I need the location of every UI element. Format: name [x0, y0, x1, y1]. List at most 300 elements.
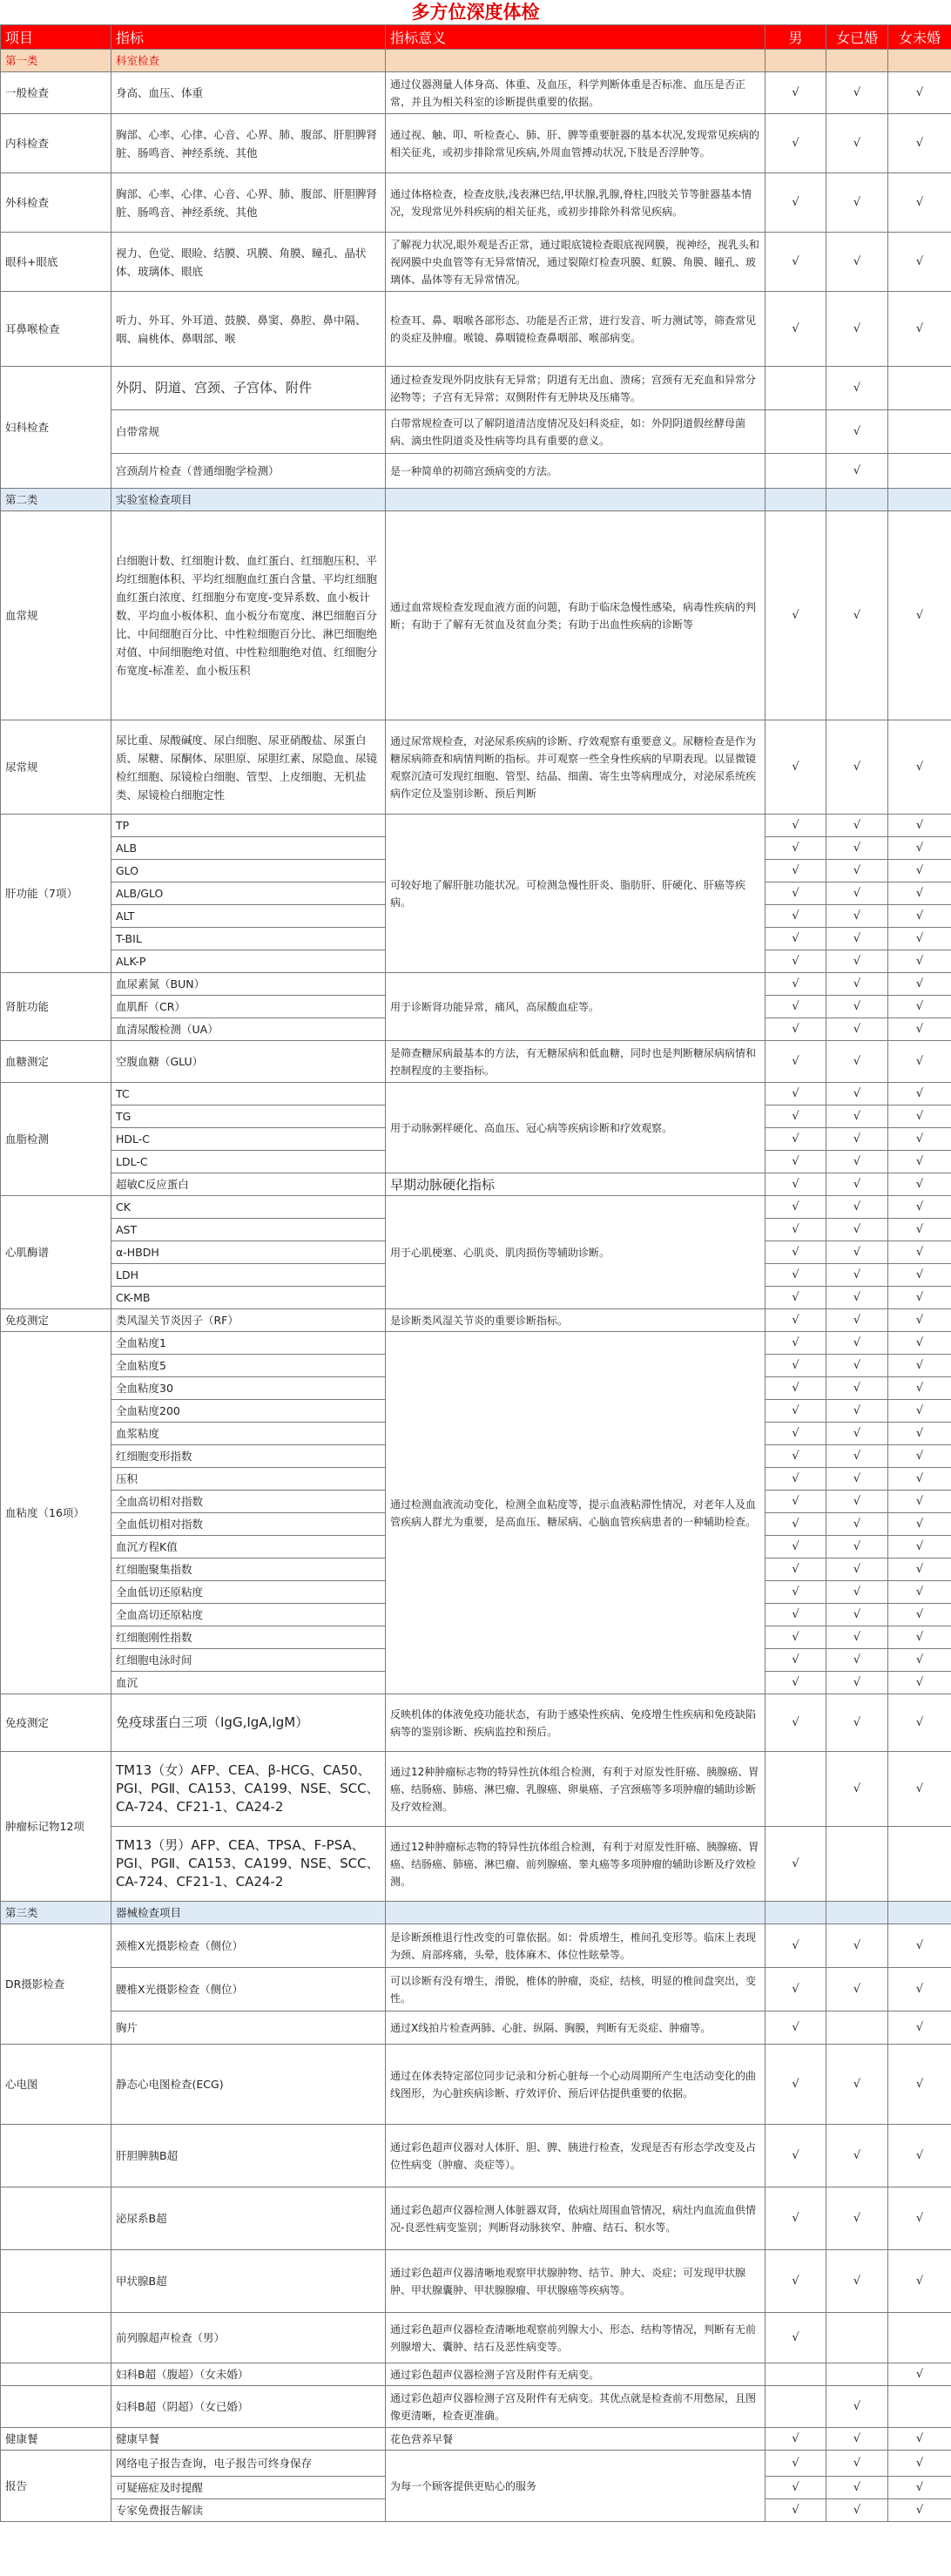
check-female-unmarried: √: [888, 2477, 951, 2499]
meaning-cell: 通过彩色超声仪器对人体肝、胆、脾、胰进行检查，发现是否有形态学改变及占位性病变（肿瘤、炎症等）。: [386, 2125, 766, 2187]
check-female-unmarried: [888, 367, 951, 410]
check-female-married: √: [826, 1355, 888, 1377]
header-male: 男: [766, 25, 826, 50]
check-female-married: √: [826, 2451, 888, 2477]
category-cell: [1, 2363, 111, 2386]
check-male: √: [766, 1513, 826, 1536]
check-male: √: [766, 1423, 826, 1445]
item-cell: CK-MB: [111, 1287, 386, 1309]
check-female-married: √: [826, 1219, 888, 1241]
check-female-unmarried: √: [888, 72, 951, 114]
check-female-unmarried: √: [888, 2187, 951, 2250]
check-male: √: [766, 1287, 826, 1309]
meaning-cell: 可以诊断有没有增生，滑脱，椎体的肿瘤，炎症，结核，明显的椎间盘突出，变性。: [386, 1968, 766, 2011]
check-female-married: [826, 2313, 888, 2363]
section-empty-cell: [766, 489, 826, 511]
check-female-married: √: [826, 1105, 888, 1128]
check-female-married: √: [826, 292, 888, 367]
check-female-unmarried: √: [888, 292, 951, 367]
category-cell: [1, 2250, 111, 2313]
meaning-cell: 通过彩色超声仪器检测子宫及附件有无病变。其优点就是检查前不用憋尿，且图像更清晰，检查更准确。: [386, 2386, 766, 2428]
meaning-cell: 通过12种肿瘤标志物的特异性抗体组合检测，有利于对原发性肝癌、胰腺癌、胃癌、结肠癌、肺癌、淋巴瘤、乳腺癌、卵巢癌、子宫颈癌等多项肿瘤的辅助诊断及疗效检测。: [386, 1752, 766, 1827]
check-male: √: [766, 1672, 826, 1694]
check-male: √: [766, 1604, 826, 1626]
table-row: [1, 1041, 951, 1083]
section-name: 第一类: [1, 50, 111, 72]
table-row: [1, 114, 951, 173]
item-cell: 全血粘度30: [111, 1377, 386, 1400]
check-male: √: [766, 905, 826, 928]
check-female-married: √: [826, 2187, 888, 2250]
check-female-unmarried: √: [888, 2363, 951, 2386]
item-cell: TM13（女）AFP、CEA、β-HCG、CA50、PGⅠ、PGⅡ、CA153、CA199、NSE、SCC、CA-724、CF21-1、CA24-2: [111, 1752, 386, 1827]
table-row: [1, 1694, 951, 1752]
check-female-married: √: [826, 2386, 888, 2428]
item-cell: 静态心电图检查(ECG): [111, 2045, 386, 2125]
check-male: √: [766, 815, 826, 837]
item-cell: 血肌酐（CR）: [111, 996, 386, 1018]
table-row: [1, 292, 951, 367]
check-female-unmarried: √: [888, 1924, 951, 1968]
check-female-unmarried: √: [888, 1423, 951, 1445]
category-cell: 肾脏功能: [1, 973, 111, 1041]
check-male: √: [766, 1018, 826, 1041]
check-female-married: √: [826, 973, 888, 996]
category-cell: 肿瘤标记物12项: [1, 1752, 111, 1902]
item-cell: 颈椎X光摄影检查（侧位）: [111, 1924, 386, 1968]
table-body: [1, 50, 951, 2522]
table-row: [1, 2250, 951, 2313]
check-female-unmarried: [888, 1827, 951, 1902]
meaning-cell: 检查耳、鼻、咽喉各部形态、功能是否正常，进行发音、听力测试等，筛查常见的炎症及肿瘤。喉镜、鼻咽镜检查鼻咽部、喉部病变。: [386, 292, 766, 367]
check-male: √: [766, 1241, 826, 1264]
check-male: √: [766, 2187, 826, 2250]
check-female-married: √: [826, 815, 888, 837]
item-cell: 妇科B超（阴超）（女已婚）: [111, 2386, 386, 2428]
category-cell: 眼科+眼底: [1, 233, 111, 292]
check-female-married: √: [826, 928, 888, 950]
check-female-married: √: [826, 367, 888, 410]
check-female-unmarried: √: [888, 1626, 951, 1649]
check-female-unmarried: √: [888, 1219, 951, 1241]
check-female-married: √: [826, 1752, 888, 1827]
item-cell: T-BIL: [111, 928, 386, 950]
check-female-married: √: [826, 860, 888, 882]
check-female-unmarried: [888, 2386, 951, 2428]
item-cell: 网络电子报告查询，电子报告可终身保存: [111, 2451, 386, 2477]
check-female-married: √: [826, 173, 888, 233]
section-empty-cell: [766, 50, 826, 72]
section-empty-cell: [826, 50, 888, 72]
check-female-unmarried: √: [888, 1400, 951, 1423]
category-cell: 血常规: [1, 511, 111, 720]
check-female-married: √: [826, 1151, 888, 1173]
check-female-married: √: [826, 1536, 888, 1558]
category-cell: 心肌酶谱: [1, 1196, 111, 1309]
check-female-unmarried: √: [888, 1173, 951, 1196]
check-female-married: √: [826, 1041, 888, 1083]
meaning-cell: 早期动脉硬化指标: [386, 1173, 766, 1196]
check-female-unmarried: √: [888, 928, 951, 950]
item-cell: 外阴、阴道、宫颈、子宫体、附件: [111, 367, 386, 410]
check-female-unmarried: √: [888, 1287, 951, 1309]
category-cell: 免疫测定: [1, 1694, 111, 1752]
table-row: [1, 2451, 951, 2477]
check-female-unmarried: √: [888, 996, 951, 1018]
meaning-cell: 通过在体表特定部位同步记录和分析心脏每一个心动周期所产生电活动变化的曲线图形，为心脏疾病诊断、疗效评价、预后评估提供重要的依据。: [386, 2045, 766, 2125]
category-cell: 耳鼻喉检查: [1, 292, 111, 367]
check-male: √: [766, 292, 826, 367]
meaning-cell: 是诊断颈椎退行性改变的可靠依据。如：骨质增生，椎间孔变形等。临床上表现为颈、肩部疼痛，头晕，肢体麻木、体位性眩晕等。: [386, 1924, 766, 1968]
check-female-married: √: [826, 1287, 888, 1309]
check-female-married: [826, 1827, 888, 1902]
check-male: √: [766, 860, 826, 882]
check-female-married: √: [826, 2499, 888, 2522]
check-male: √: [766, 173, 826, 233]
table-row: [1, 1827, 951, 1902]
section-name: 第三类: [1, 1902, 111, 1924]
category-cell: 内科检查: [1, 114, 111, 173]
meaning-cell: 通过12种肿瘤标志物的特异性抗体组合检测，有利于对原发性肝癌、胰腺癌、胃癌、结肠癌、肺癌、淋巴瘤、前列腺癌、睾丸癌等多项肿瘤的辅助诊断及疗效检测。: [386, 1827, 766, 1902]
table-row: [1, 2386, 951, 2428]
item-cell: AST: [111, 1219, 386, 1241]
check-female-married: √: [826, 882, 888, 905]
meaning-cell: 通过血常规检查发现血液方面的问题，有助于临床急慢性感染，病毒性疾病的判断；有助于了解有无贫血及贫血分类；有助于出血性疾病的诊断等: [386, 511, 766, 720]
check-female-unmarried: √: [888, 1332, 951, 1355]
meaning-cell: 花色营养早餐: [386, 2428, 766, 2451]
check-female-unmarried: √: [888, 1491, 951, 1513]
check-female-unmarried: [888, 2313, 951, 2363]
check-female-married: √: [826, 1468, 888, 1491]
category-cell: 一般检查: [1, 72, 111, 114]
item-cell: 胸部、心率、心律、心音、心界、肺、腹部、肝胆脾肾脏、肠鸣音、神经系统、其他: [111, 173, 386, 233]
check-female-married: √: [826, 1924, 888, 1968]
section-empty-cell: [386, 50, 766, 72]
meaning-cell: 是筛查糖尿病最基本的方法，有无糖尿病和低血糖，同时也是判断糖尿病病情和控制程度的主要指标。: [386, 1041, 766, 1083]
item-cell: 血沉方程K值: [111, 1536, 386, 1558]
item-cell: 压积: [111, 1468, 386, 1491]
item-cell: 空腹血糖（GLU）: [111, 1041, 386, 1083]
meaning-cell: 是一种简单的初筛宫颈病变的方法。: [386, 454, 766, 489]
item-cell: 红细胞聚集指数: [111, 1558, 386, 1581]
check-male: √: [766, 1264, 826, 1287]
check-male: √: [766, 1581, 826, 1604]
item-cell: 白细胞计数、红细胞计数、血红蛋白、红细胞压积、平均红细胞体积、平均红细胞血红蛋白含量、平均红细胞血红蛋白浓度、红细胞分布宽度-变异系数、血小板计数、平均血小板体积、血小板分布宽度、淋巴细胞百分比、中间细胞百分比、中性粒细胞百分比、淋巴细胞绝对值、中间细胞绝对值、中性粒细胞绝对值、红细胞分布宽度-标准差、血小板压积: [111, 511, 386, 720]
check-female-married: √: [826, 2250, 888, 2313]
header-female-unmarried: 女未婚: [888, 25, 951, 50]
item-cell: 全血粘度1: [111, 1332, 386, 1355]
meaning-cell: 了解视力状况,眼外观是否正常，通过眼底镜检查眼底视网膜，视神经，视乳头和视网膜中央血管等有无异常情况，通过裂隙灯检查巩膜、虹膜、角膜、瞳孔、玻璃体、晶体等有无异常情况。: [386, 233, 766, 292]
check-male: √: [766, 720, 826, 815]
check-male: [766, 1752, 826, 1827]
check-male: √: [766, 882, 826, 905]
category-cell: 心电图: [1, 2045, 111, 2125]
check-female-unmarried: √: [888, 1968, 951, 2011]
check-male: √: [766, 996, 826, 1018]
check-female-married: √: [826, 233, 888, 292]
table-row: [1, 2045, 951, 2125]
check-female-unmarried: √: [888, 973, 951, 996]
meaning-cell: 反映机体的体液免疫功能状态，有助于感染性疾病、免疫增生性疾病和免疫缺陷病等的鉴别诊断、疾病监控和预后。: [386, 1694, 766, 1752]
meaning-cell: 通过X线拍片检查两肺、心脏、纵隔、胸膜，判断有无炎症、肿瘤等。: [386, 2011, 766, 2045]
check-male: √: [766, 973, 826, 996]
item-cell: 血沉: [111, 1672, 386, 1694]
check-male: [766, 454, 826, 489]
item-cell: CK: [111, 1196, 386, 1219]
table-row: [1, 2011, 951, 2045]
check-male: √: [766, 1694, 826, 1752]
check-female-married: √: [826, 1264, 888, 1287]
check-female-unmarried: √: [888, 2499, 951, 2522]
meaning-cell: 通过彩色超声仪器检查清晰地观察前列腺大小、形态、结构等情况，判断有无前列腺增大、囊肿、结石及恶性病变等。: [386, 2313, 766, 2363]
check-male: √: [766, 1827, 826, 1902]
check-female-married: √: [826, 1445, 888, 1468]
check-male: √: [766, 1377, 826, 1400]
check-male: √: [766, 1491, 826, 1513]
section-subtitle: 器械检查项目: [111, 1902, 386, 1924]
check-male: [766, 410, 826, 454]
header-row: [1, 25, 951, 50]
category-cell: [1, 2125, 111, 2187]
section-empty-cell: [386, 1902, 766, 1924]
check-female-unmarried: √: [888, 905, 951, 928]
check-female-married: √: [826, 1491, 888, 1513]
item-cell: 宫颈刮片检查（普通细胞学检测）: [111, 454, 386, 489]
section-empty-cell: [826, 1902, 888, 1924]
check-male: √: [766, 950, 826, 973]
check-female-unmarried: √: [888, 233, 951, 292]
check-female-married: √: [826, 410, 888, 454]
check-female-married: √: [826, 1196, 888, 1219]
table-row: [1, 233, 951, 292]
check-male: √: [766, 2125, 826, 2187]
category-cell: 外科检查: [1, 173, 111, 233]
check-male: √: [766, 1309, 826, 1332]
item-cell: 专家免费报告解读: [111, 2499, 386, 2522]
meaning-cell: 是诊断类风湿关节炎的重要诊断指标。: [386, 1309, 766, 1332]
table-row: [1, 72, 951, 114]
section-empty-cell: [888, 1902, 951, 1924]
table-row: [1, 973, 951, 996]
check-male: √: [766, 1041, 826, 1083]
check-male: √: [766, 1219, 826, 1241]
check-female-married: √: [826, 2045, 888, 2125]
item-cell: 听力、外耳、外耳道、鼓膜、鼻窦、鼻腔、鼻中隔、咽、扁桃体、鼻咽部、喉: [111, 292, 386, 367]
table-row: [1, 410, 951, 454]
check-male: √: [766, 1128, 826, 1151]
item-cell: 妇科B超（腹超）（女未婚）: [111, 2363, 386, 2386]
check-female-unmarried: √: [888, 1445, 951, 1468]
check-female-married: √: [826, 1377, 888, 1400]
header-meaning: 指标意义: [386, 25, 766, 50]
section-empty-cell: [386, 489, 766, 511]
check-female-married: √: [826, 1332, 888, 1355]
check-female-married: √: [826, 1694, 888, 1752]
item-cell: 甲状腺B超: [111, 2250, 386, 2313]
check-female-unmarried: √: [888, 860, 951, 882]
page-title: 多方位深度体检: [411, 1, 540, 23]
check-female-unmarried: √: [888, 1105, 951, 1128]
section-subtitle: 实验室检查项目: [111, 489, 386, 511]
check-female-married: √: [826, 1968, 888, 2011]
check-female-unmarried: √: [888, 1649, 951, 1672]
item-cell: TP: [111, 815, 386, 837]
check-female-married: √: [826, 72, 888, 114]
item-cell: LDL-C: [111, 1151, 386, 1173]
check-female-unmarried: √: [888, 2250, 951, 2313]
meaning-cell: 用于动脉粥样硬化、高血压、冠心病等疾病诊断和疗效观察。: [386, 1083, 766, 1173]
meaning-cell: 通过视、触、叩、听检查心、肺、肝、脾等重要脏器的基本状况,发现常见疾病的相关征兆，或初步排除常见疾病,外周血管搏动状况,下肢是否浮肿等。: [386, 114, 766, 173]
meaning-cell: 通过彩色超声仪器检测人体脏器双肾，依病灶周围血管情况，病灶内血流血供情况-良恶性病变鉴别；判断肾动脉狭窄、肿瘤、结石、积水等。: [386, 2187, 766, 2250]
check-female-married: √: [826, 1128, 888, 1151]
category-cell: 血糖测定: [1, 1041, 111, 1083]
check-female-married: √: [826, 114, 888, 173]
check-male: √: [766, 1468, 826, 1491]
category-cell: 妇科检查: [1, 367, 111, 489]
check-female-married: [826, 2363, 888, 2386]
check-male: √: [766, 1536, 826, 1558]
item-cell: ALT: [111, 905, 386, 928]
item-cell: 腰椎X光摄影检查（侧位）: [111, 1968, 386, 2011]
item-cell: 血清尿酸检测（UA）: [111, 1018, 386, 1041]
meaning-cell: 可较好地了解肝脏功能状况。可检测急慢性肝炎、脂肪肝、肝硬化、肝癌等疾病。: [386, 815, 766, 973]
check-female-unmarried: √: [888, 2451, 951, 2477]
category-cell: DR摄影检查: [1, 1924, 111, 2045]
check-female-married: √: [826, 1018, 888, 1041]
check-female-unmarried: √: [888, 2428, 951, 2451]
item-cell: 全血低切相对指数: [111, 1513, 386, 1536]
item-cell: 视力、色觉、眼睑、结膜、巩膜、角膜、瞳孔、晶状体、玻璃体、眼底: [111, 233, 386, 292]
check-male: √: [766, 114, 826, 173]
check-male: √: [766, 1968, 826, 2011]
check-male: √: [766, 1445, 826, 1468]
table-row: [1, 2313, 951, 2363]
check-female-unmarried: √: [888, 1377, 951, 1400]
check-female-unmarried: √: [888, 1558, 951, 1581]
table-row: [1, 1924, 951, 1968]
item-cell: 泌尿系B超: [111, 2187, 386, 2250]
item-cell: TC: [111, 1083, 386, 1105]
check-male: √: [766, 2428, 826, 2451]
category-cell: [1, 2386, 111, 2428]
check-male: √: [766, 2045, 826, 2125]
item-cell: 胸片: [111, 2011, 386, 2045]
check-female-married: √: [826, 1558, 888, 1581]
check-male: [766, 367, 826, 410]
meaning-cell: 通过彩色超声仪器检测子宫及附件有无病变。: [386, 2363, 766, 2386]
item-cell: 健康早餐: [111, 2428, 386, 2451]
check-female-unmarried: √: [888, 815, 951, 837]
item-cell: ALB/GLO: [111, 882, 386, 905]
check-female-unmarried: √: [888, 511, 951, 720]
item-cell: 全血高切相对指数: [111, 1491, 386, 1513]
item-cell: 全血粘度5: [111, 1355, 386, 1377]
check-male: √: [766, 2313, 826, 2363]
meaning-cell: 用于心肌梗塞、心肌炎、肌肉损伤等辅助诊断。: [386, 1196, 766, 1309]
check-female-unmarried: √: [888, 1196, 951, 1219]
item-cell: 肝胆脾胰B超: [111, 2125, 386, 2187]
check-female-unmarried: [888, 454, 951, 489]
category-cell: [1, 2187, 111, 2250]
check-female-married: √: [826, 720, 888, 815]
item-cell: 前列腺超声检查（男）: [111, 2313, 386, 2363]
item-cell: 免疫球蛋白三项（IgG,IgA,IgM）: [111, 1694, 386, 1752]
check-female-married: √: [826, 905, 888, 928]
item-cell: 尿比重、尿酸碱度、尿白细胞、尿亚硝酸盐、尿蛋白质、尿糖、尿酮体、尿胆原、尿胆红素、尿隐血、尿镜检红细胞、尿镜检白细胞、管型、上皮细胞、无机盐类、尿镜检白细胞定性: [111, 720, 386, 815]
check-male: √: [766, 233, 826, 292]
check-female-married: √: [826, 1241, 888, 1264]
section-empty-cell: [888, 50, 951, 72]
item-cell: 身高、血压、体重: [111, 72, 386, 114]
table-row: [1, 815, 951, 837]
item-cell: 胸部、心率、心律、心音、心界、肺、腹部、肝胆脾肾脏、肠鸣音、神经系统、其他: [111, 114, 386, 173]
item-cell: GLO: [111, 860, 386, 882]
check-female-married: √: [826, 511, 888, 720]
check-male: √: [766, 1355, 826, 1377]
check-male: [766, 2363, 826, 2386]
check-female-unmarried: √: [888, 1581, 951, 1604]
table-row: [1, 1752, 951, 1827]
check-female-married: √: [826, 1083, 888, 1105]
header-category: 项目: [1, 25, 111, 50]
check-male: √: [766, 72, 826, 114]
meaning-cell: 用于诊断肾功能异常，痛风，高尿酸血症等。: [386, 973, 766, 1041]
check-female-unmarried: √: [888, 1355, 951, 1377]
check-female-married: √: [826, 1400, 888, 1423]
check-male: √: [766, 2477, 826, 2499]
table-row: [1, 1309, 951, 1332]
check-male: [766, 2386, 826, 2428]
check-male: √: [766, 1558, 826, 1581]
check-female-unmarried: √: [888, 1468, 951, 1491]
item-cell: 红细胞电泳时间: [111, 1649, 386, 1672]
check-female-married: √: [826, 950, 888, 973]
table-row: [1, 2187, 951, 2250]
section-empty-cell: [766, 1902, 826, 1924]
check-female-married: √: [826, 2125, 888, 2187]
category-cell: 免疫测定: [1, 1309, 111, 1332]
check-female-married: √: [826, 1309, 888, 1332]
table-row: [1, 1332, 951, 1355]
check-female-married: √: [826, 1604, 888, 1626]
category-cell: 报告: [1, 2451, 111, 2522]
meaning-cell: 白带常规检查可以了解阴道清洁度情况及妇科炎症，如：外阴阴道假丝酵母菌病、滴虫性阴道炎及性病等均具有重要的意义。: [386, 410, 766, 454]
table-row: [1, 1173, 951, 1196]
check-female-unmarried: √: [888, 1694, 951, 1752]
check-female-unmarried: √: [888, 1309, 951, 1332]
item-cell: 全血粘度200: [111, 1400, 386, 1423]
meaning-cell: 通过检测血液流动变化，检测全血粘度等，提示血液粘滞性情况，对老年人及血管疾病人群尤为重要，是高血压、糖尿病、心脑血管疾病患者的一种辅助检查。: [386, 1332, 766, 1694]
check-male: √: [766, 1332, 826, 1355]
check-female-unmarried: √: [888, 1604, 951, 1626]
check-female-married: √: [826, 454, 888, 489]
item-cell: HDL-C: [111, 1128, 386, 1151]
section-subtitle: 科室检查: [111, 50, 386, 72]
item-cell: 全血低切还原粘度: [111, 1581, 386, 1604]
check-female-married: √: [826, 837, 888, 860]
check-female-unmarried: √: [888, 1513, 951, 1536]
table-row: [1, 173, 951, 233]
check-male: √: [766, 1649, 826, 1672]
item-cell: 全血高切还原粘度: [111, 1604, 386, 1626]
check-male: √: [766, 837, 826, 860]
check-female-married: √: [826, 1581, 888, 1604]
item-cell: α-HBDH: [111, 1241, 386, 1264]
check-female-married: √: [826, 2477, 888, 2499]
table-row: [1, 2428, 951, 2451]
check-female-unmarried: √: [888, 2125, 951, 2187]
check-male: √: [766, 1626, 826, 1649]
